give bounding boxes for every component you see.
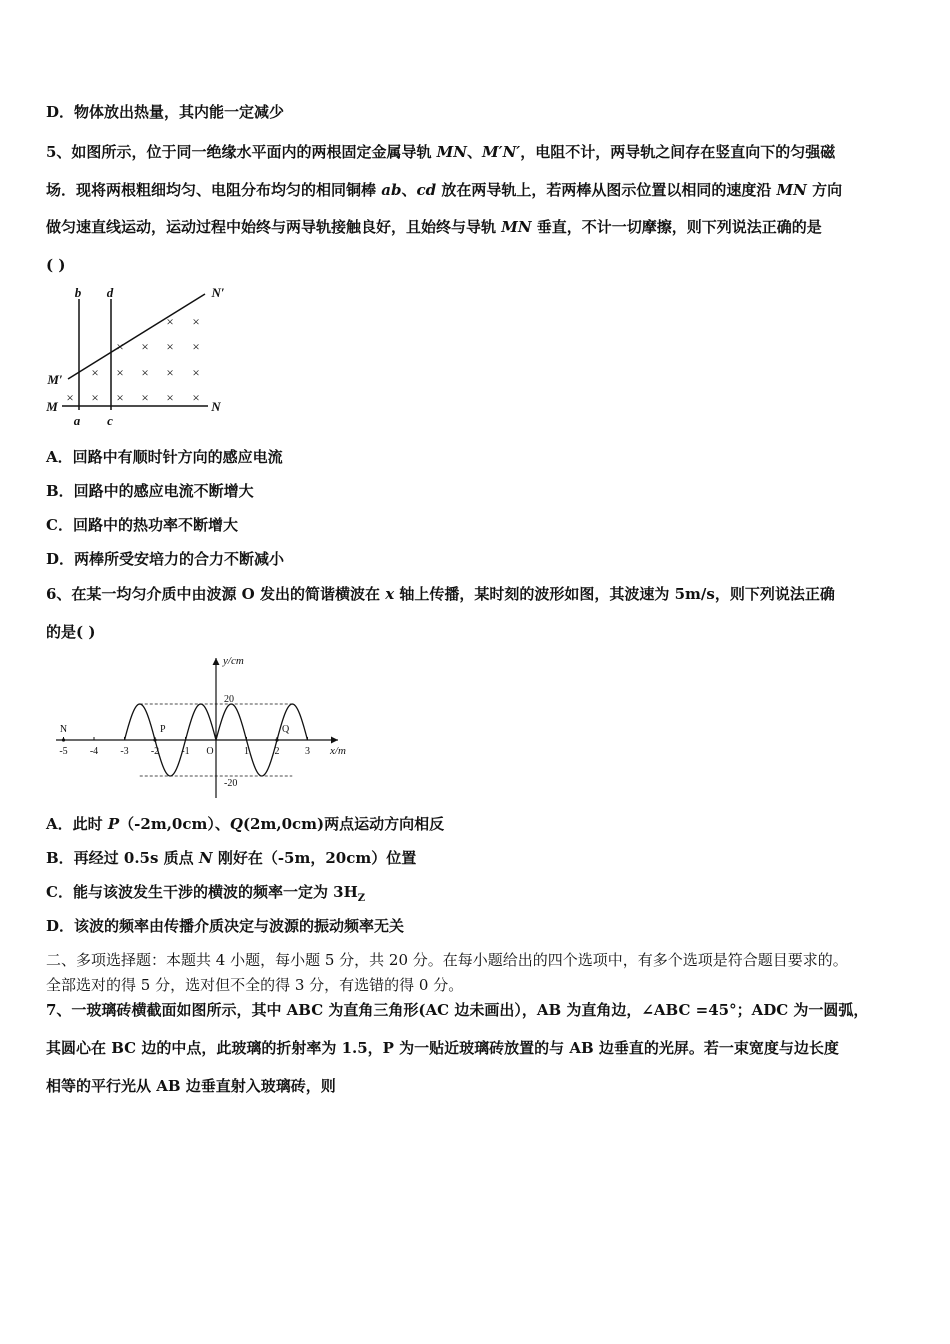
x-tick-label: 1 bbox=[244, 746, 249, 757]
field-cross: × bbox=[166, 314, 174, 329]
q5-option-d: D．两棒所受安培力的合力不断减小 bbox=[46, 550, 285, 568]
wave-chart bbox=[40, 650, 360, 805]
field-cross: × bbox=[166, 390, 174, 405]
x-tick-label: -2 bbox=[150, 746, 160, 757]
x-tick-label: -1 bbox=[181, 746, 190, 757]
field-cross: × bbox=[192, 365, 200, 380]
field-cross: × bbox=[91, 365, 99, 380]
point-label-q: Q bbox=[282, 724, 290, 735]
x-tick-label: -5 bbox=[59, 746, 68, 757]
q5-option-c: C．回路中的热功率不断增大 bbox=[46, 516, 238, 534]
label-m-prime: M′ bbox=[47, 372, 63, 387]
label-c: c bbox=[107, 413, 113, 428]
rails-figure bbox=[40, 282, 240, 432]
q6-option-d: D．该波的频率由传播介质决定与波源的振动频率无关 bbox=[46, 917, 405, 935]
x-tick-label: O bbox=[206, 746, 214, 757]
point-p bbox=[153, 738, 156, 741]
q7-stem-line1: 7、一玻璃砖横截面如图所示，其中 ABC 为直角三角形(AC 边未画出），AB 为直角边，∠ABC =45°；ADC 为一圆弧， bbox=[46, 1001, 869, 1019]
q5-stem-line2: 场．现将两根粗细均匀、电阻分布均匀的相同铜棒 ab、cd 放在两导轨上，若两棒从图示位置以相同的速度沿 MN 方向 bbox=[46, 181, 843, 199]
label-n-prime: N′ bbox=[211, 285, 225, 300]
rail-mpnp bbox=[68, 294, 205, 379]
label-a: a bbox=[73, 413, 81, 428]
q5-option-b: B．回路中的感应电流不断增大 bbox=[46, 482, 254, 500]
q6-option-b: B．再经过 0.5s 质点 N 刚好在（-5m，20cm）位置 bbox=[46, 849, 417, 867]
field-cross: × bbox=[141, 339, 149, 354]
field-cross: × bbox=[141, 365, 149, 380]
x-tick-label: 2 bbox=[274, 746, 280, 757]
label-d: d bbox=[106, 285, 114, 300]
label-m: M bbox=[46, 399, 58, 414]
q5-option-a: A．回路中有顺时针方向的感应电流 bbox=[46, 448, 283, 466]
field-cross: × bbox=[192, 339, 200, 354]
field-cross: × bbox=[91, 390, 99, 405]
field-cross: × bbox=[192, 390, 200, 405]
point-n bbox=[62, 738, 65, 741]
label-n: N bbox=[211, 399, 221, 414]
q5-stem-line1: 5、如图所示，位于同一绝缘水平面内的两根固定金属导轨 MN、M′N′，电阻不计，两导轨之间存在竖直向下的匀强磁 bbox=[46, 143, 836, 161]
q6-stem-line1: 6、在某一均匀介质中由波源 O 发出的简谐横波在 x 轴上传播，某时刻的波形如图，其波速为 5m/s，则下列说法正确 bbox=[46, 585, 835, 603]
field-cross: × bbox=[192, 314, 200, 329]
field-cross: × bbox=[166, 365, 174, 380]
x-tick-label: -3 bbox=[120, 746, 129, 757]
y-tick-label: 20 bbox=[224, 694, 234, 705]
y-axis-label: y/cm bbox=[223, 655, 244, 667]
x-tick-label: 3 bbox=[305, 746, 310, 757]
field-cross: × bbox=[116, 390, 124, 405]
x-tick-label: -4 bbox=[89, 746, 99, 757]
q5-stem-line4: ( ) bbox=[46, 256, 66, 274]
y-tick-label: -20 bbox=[224, 778, 238, 789]
label-b: b bbox=[74, 285, 82, 300]
q4-option-d: D．物体放出热量，其内能一定减少 bbox=[46, 103, 285, 121]
x-axis-label: x/m bbox=[330, 745, 346, 757]
field-cross: × bbox=[166, 339, 174, 354]
section2-line2: 全部选对的得 5 分，选对但不全的得 3 分，有选错的得 0 分。 bbox=[46, 976, 464, 994]
field-cross: × bbox=[116, 339, 124, 354]
field-cross: × bbox=[116, 365, 124, 380]
point-label-p: P bbox=[160, 724, 166, 735]
q7-stem-line2: 其圆心在 BC 边的中点，此玻璃的折射率为 1.5，P 为一贴近玻璃砖放置的与 AB 边垂直的光屏。若一束宽度与边长度 bbox=[46, 1039, 839, 1057]
field-cross: × bbox=[141, 390, 149, 405]
q5-stem-line3: 做匀速直线运动，运动过程中始终与两导轨接触良好，且始终与导轨 MN 垂直，不计一切摩擦，则下列说法正确的是 bbox=[46, 218, 822, 236]
q7-stem-line3: 相等的平行光从 AB 边垂直射入玻璃砖，则 bbox=[46, 1077, 336, 1095]
q6-option-a: A．此时 P（-2m,0cm）、Q(2m,0cm)两点运动方向相反 bbox=[46, 815, 445, 833]
section2-line1: 二、多项选择题：本题共 4 小题，每小题 5 分，共 20 分。在每小题给出的四个选项中，有多个选项是符合题目要求的。 bbox=[46, 951, 848, 969]
q6-stem-line2: 的是( ) bbox=[46, 623, 96, 641]
point-label-n: N bbox=[59, 724, 68, 735]
q6-option-c: C．能与该波发生干涉的横波的频率一定为 $3H_Z$ bbox=[46, 883, 366, 904]
field-cross: × bbox=[66, 390, 74, 405]
point-q bbox=[275, 738, 278, 741]
